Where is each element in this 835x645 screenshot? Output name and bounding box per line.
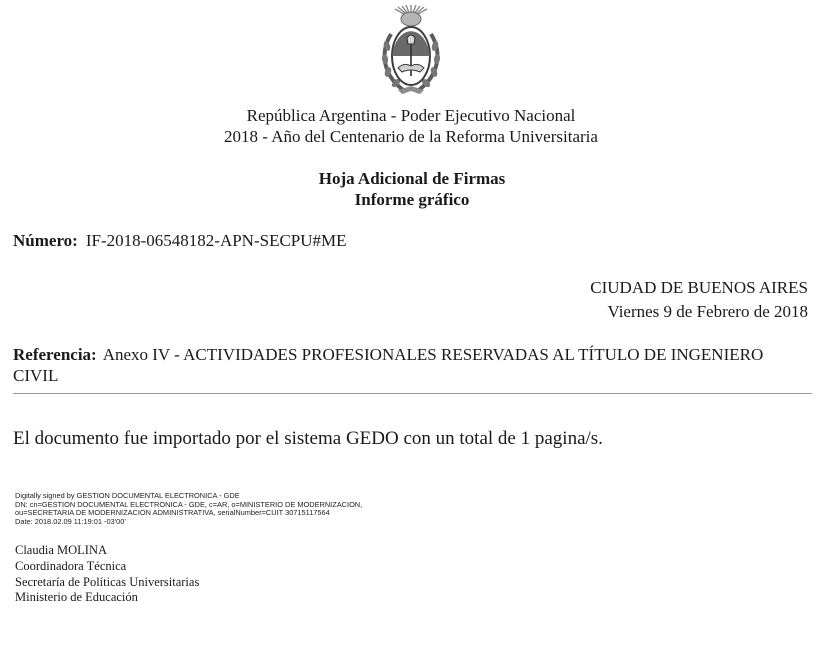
digital-signature-line: ou=SECRETARIA DE MODERNIZACION ADMINISTRATIVA, serialNumber=CUIT 30715117564 [15,508,330,518]
signer-ministry: Ministerio de Educación [15,590,138,605]
reference-label: Referencia: [13,345,97,364]
document-subtitle: Informe gráfico [354,190,470,209]
signer-office: Secretaría de Políticas Universitarias [15,574,200,589]
digital-signature-date: Date: 2018.02.09 11:19:01 -03'00' [15,516,126,526]
digital-signature-line: Digitally signed by GESTION DOCUMENTAL ELECTRONICA - GDE [15,491,240,500]
body-text: El documento fue importado por el sistema GEDO con un total de 1 pagina/s. [13,428,603,449]
signer-name: Claudia MOLINA [15,543,107,557]
signer-block [15,543,199,606]
header-year-motto: 2018 - Año del Centenario de la Reforma Universitaria [224,127,598,146]
place-date: Viernes 9 de Febrero de 2018 [607,302,808,321]
document-number [13,230,347,251]
document-title: Hoja Adicional de Firmas [318,169,506,188]
header-government-line: República Argentina - Poder Ejecutivo Nacional [246,106,576,125]
document-number-value: IF-2018-06548182-APN-SECPU#ME [85,231,347,250]
divider [13,393,812,394]
document-number-label: Número: [13,231,78,250]
place-city: CIUDAD DE BUENOS AIRES [590,278,808,297]
reference [13,344,783,386]
digital-signature-block [15,492,362,526]
coat-of-arms-icon [378,4,444,96]
digital-signature-line: DN: cn=GESTION DOCUMENTAL ELECTRONICA - GDE, c=AR, o=MINISTERIO DE MODERNIZACION, [15,499,363,509]
reference-value: Anexo IV - ACTIVIDADES PROFESIONALES RESERVADAS AL TÍTULO DE INGENIERO CIVIL [13,345,764,385]
signer-role: Coordinadora Técnica [15,558,127,573]
